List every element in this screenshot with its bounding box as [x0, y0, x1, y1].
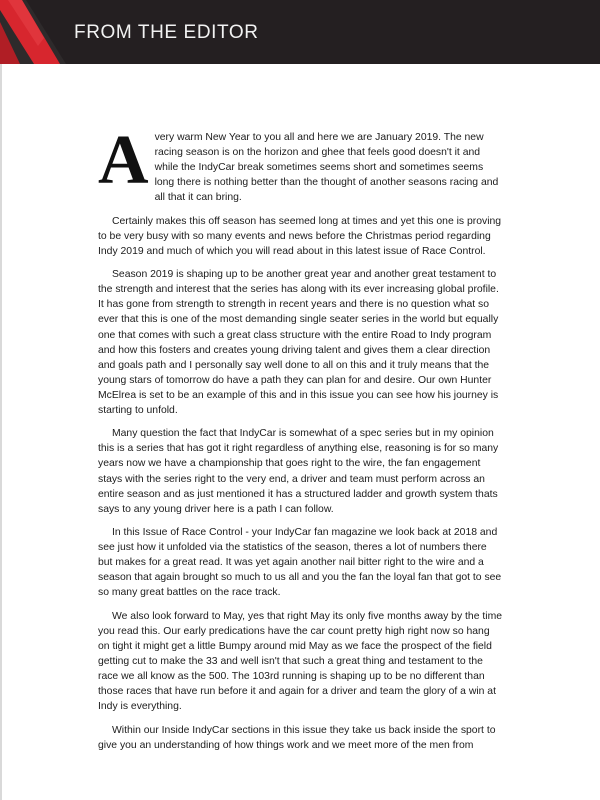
editor-article — [98, 122, 504, 761]
article-paragraph-1 — [98, 122, 504, 205]
section-title: FROM THE EDITOR — [74, 22, 259, 43]
article-paragraph-6: We also look forward to May, yes that right May its only five months away by the time you read this. Our early predications have the car count pretty high right now so hang on tight it might get a little Bumpy around mid May as we face the prospect of the field getting cut to make the 33 and well isn't that such a great thing and testament to the race we all know as the 500. The 103rd running is shaping up to be no different than those races that have run before it and again for a driver and team the glory of a win at Indy is everything. — [98, 610, 502, 713]
header-bar — [0, 0, 600, 64]
article-paragraph-7: Within our Inside IndyCar sections in this issue they take us back inside the sport to give you an understanding of how things work and we meet more of the men from — [98, 724, 496, 751]
paragraph-text: very warm New Year to you all and here we are January 2019. The new racing season is on the horizon and ghee that feels good doesn't it and while the IndyCar break sometimes seems short and sometimes seems long there is nothing better than the thought of another seasons racing and all that it can bring. — [154, 132, 499, 204]
article-paragraph-3: Season 2019 is shaping up to be another great year and another great testament to the strength and interest that the series has along with its ever increasing global profile. It has gone from strength to strength in recent years and there is no question what so ever that this is one of the most demanding single seater series in the world but equally one that comes with such a great class structure with the entire Road to Indy program and how this fosters and creates young driving talent and gives them a clear direction and goals path and I personally say well done to all on this and it truly means that the young stars of tomorrow do have a path they can plan for and desire. Our own Hunter McElrea is set to be an example of this and in this issue you can see how his journey is starting to unfold. — [98, 269, 499, 416]
article-paragraph-5: In this Issue of Race Control - your IndyCar fan magazine we look back at 2018 and see just how it unfolded via the statistics of the season, theres a lot of numbers there but makes for a great read. It was yet again another nail bitter right to the wire and a season that again brought so much to us all and you the fan the loyal fan that got to see so many great battles on the race track. — [98, 527, 502, 599]
article-paragraph-2: Certainly makes this off season has seemed long at times and yet this one is proving to be very busy with so many events and news before the Christmas period regarding Indy 2019 and much of which you will read about in this latest issue of Race Control. — [98, 215, 502, 257]
page-edge-rule — [0, 64, 2, 800]
drop-cap: A — [98, 122, 149, 199]
article-paragraph-4: Many question the fact that IndyCar is somewhat of a spec series but in my opinion this is a series that has got it right regardless of anything else, reasoning is for so many years now we have a championship that goes right to the wire, the fan engagement stays with the series right to the very end, a driver and team must perform across an entire season and as just mentioned it has a structured ladder and growth system thats says to any young driver here is a path I can follow. — [98, 428, 499, 515]
